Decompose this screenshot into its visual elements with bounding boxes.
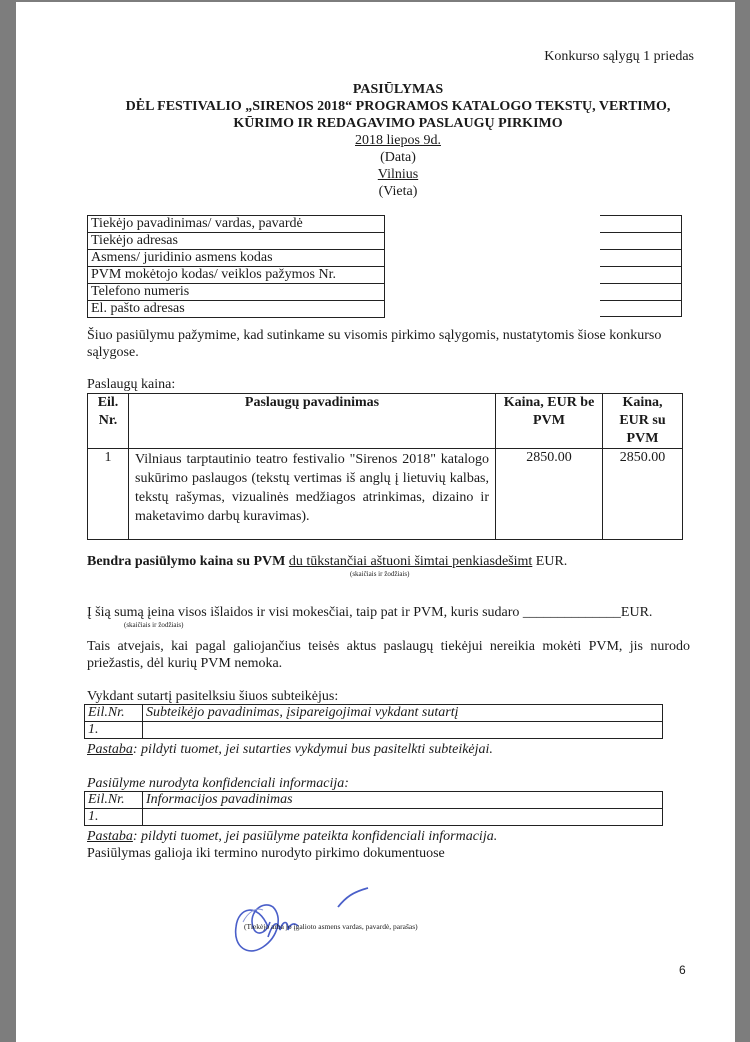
row-nr: 1. [85,722,143,739]
supplier-phone-label: Telefono numeris [88,284,385,301]
document-subtitle-line1: DĖL FESTIVALIO „SIRENOS 2018“ PROGRAMOS KATALOGO TEKSTŲ, VERTIMO, [125,99,671,114]
row-price-without-vat: 2850.00 [496,449,603,540]
note-label: Pastaba [87,829,133,844]
row-service-name: Vilniaus tarptautinio teatro festivalio "Sirenos 2018" katalogo sukūrimo paslaugos (tekstų vertimas iš anglų į lietuvių kalbas, tekstų rašymas, vizualinės medžiagos atrinkimas, dizaino ir maketavimo darbų kuravimas). [129,449,496,540]
price-table [87,393,683,540]
col-header-price-without-vat: Kaina, EUR be PVM [496,394,603,449]
document-title: PASIŪLYMAS [352,82,444,97]
subcontractors-label: Vykdant sutartį pasitelksiu šiuos subteikėjus: [87,689,339,704]
col-header-nr: Eil.Nr. [85,705,143,722]
row-price-with-vat: 2850.00 [603,449,683,540]
table-row [88,233,385,250]
supplier-address-label: Tiekėjo adresas [88,233,385,250]
confidential-note [87,828,497,845]
table-header-row [85,705,663,722]
supplier-email-field[interactable] [600,300,682,317]
vat-included-line [87,604,652,621]
table-row [85,809,663,826]
col-header-nr: Eil. Nr. [88,394,129,449]
subcontractor-name-field[interactable] [143,722,663,739]
page-number: 6 [679,963,686,977]
validity-text: Pasiūlymas galioja iki termino nurodyto pirkimo dokumentuose [87,846,445,861]
table-row [85,722,663,739]
supplier-vat-field[interactable] [600,266,682,283]
note-label: Pastaba [87,742,133,757]
table-header-row [88,394,683,449]
table-row [88,301,385,318]
table-row [88,449,683,540]
note-text: : pildyti tuomet, jei sutarties vykdymui bus pasitelkti subteikėjai. [132,742,493,757]
supplier-info-table [87,215,385,318]
supplier-address-field[interactable] [600,232,682,249]
vat-hint: (skaičiais ir žodžiais) [124,621,184,629]
place-value: Vilnius [377,167,419,182]
vat-exempt-line1: Tais atvejais, kai pagal galiojančius teisės aktus paslaugų tiekėjui nereikia mokėti PVM, jis nurodo [87,639,690,654]
supplier-email-label: El. pašto adresas [88,301,385,318]
col-header-nr: Eil.Nr. [85,792,143,809]
vat-included-text: Į šią sumą įeina visos išlaidos ir visi mokesčiai, taip pat ir PVM, kuris sudaro [87,605,520,620]
table-header-row [85,792,663,809]
supplier-code-label: Asmens/ juridinio asmens kodas [88,250,385,267]
col-header-service-name: Paslaugų pavadinimas [129,394,496,449]
total-price-words: du tūkstančiai aštuoni šimtai penkiasdešimt [288,554,533,569]
confidential-table [84,791,663,826]
vat-currency: EUR. [620,605,653,620]
agreement-text-line1: Šiuo pasiūlymu pažymime, kad sutinkame su visomis pirkimo sąlygomis, nustatytomis šiose konkurso [87,328,662,343]
note-text: : pildyti tuomet, jei pasiūlyme pateikta konfidenciali informacija. [132,829,498,844]
subcontractors-table [84,704,663,739]
total-hint: (skaičiais ir žodžiais) [350,570,410,578]
col-header-price-with-vat: Kaina, EUR su PVM [603,394,683,449]
date-value: 2018 liepos 9d. [355,133,441,148]
vat-amount-blank[interactable]: ______________ [522,605,621,620]
agreement-text-line2: sąlygose. [87,345,139,360]
row-nr: 1 [88,449,129,540]
signature-caption: (Tiekėjo arba jo įgalioto asmens vardas, pavardė, parašas) [244,922,418,931]
confidential-info-field[interactable] [143,809,663,826]
supplier-phone-field[interactable] [600,283,682,300]
supplier-values-column [600,215,682,317]
col-header-subcontractor-name: Subteikėjo pavadinimas, įsipareigojimai vykdant sutartį [143,705,663,722]
table-row [88,284,385,301]
confidential-label: Pasiūlyme nurodyta konfidenciali informacija: [87,776,349,791]
document-subtitle-line2: KŪRIMO IR REDAGAVIMO PASLAUGŲ PIRKIMO [233,116,563,131]
supplier-code-field[interactable] [600,249,682,266]
supplier-name-label: Tiekėjo pavadinimas/ vardas, pavardė [88,216,385,233]
price-section-label: Paslaugų kaina: [87,377,176,392]
supplier-vat-label: PVM mokėtojo kodas/ veiklos pažymos Nr. [88,267,385,284]
total-price-label: Bendra pasiūlymo kaina su PVM [87,554,286,569]
place-label: (Vieta) [378,184,418,199]
total-currency: EUR. [535,554,568,569]
col-header-info-name: Informacijos pavadinimas [143,792,663,809]
table-row [88,267,385,284]
date-label: (Data) [380,150,416,165]
table-row [88,250,385,267]
subcontractors-note [87,741,493,758]
row-nr: 1. [85,809,143,826]
table-row [88,216,385,233]
document-page [16,2,735,1042]
annex-label: Konkurso sąlygų 1 priedas [544,49,694,64]
supplier-name-field[interactable] [600,215,682,232]
vat-exempt-line2: priežastis, dėl kurių PVM nemoka. [87,656,283,671]
total-price-line [87,553,567,570]
